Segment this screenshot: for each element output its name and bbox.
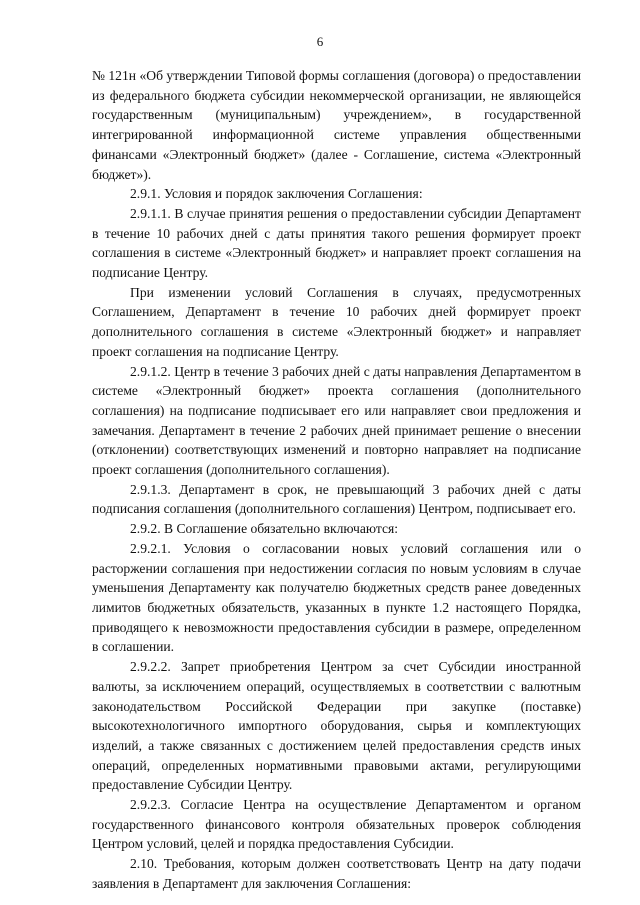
paragraph-2-9-2: 2.9.2. В Соглашение обязательно включаются: bbox=[130, 521, 399, 537]
paragraph-2-9-2-1: 2.9.2.1. Условия о согласовании новых условий соглашения или о расторжении соглашения при недостижении согласия по новым условиям в случае уменьшения Департаменту как получателю бюджетных средств ранее доведенных лимитов бюджетных обязательств, указанных в пункте 1.2 настоящего Порядка, приводящего к невозможности предоставления субсидии в размере, определенном в соглашении. bbox=[92, 540, 581, 655]
paragraph-2-10: 2.10. Требования, которым должен соответствовать Центр на дату подачи заявления в Департамент для заключения Соглашения: bbox=[92, 856, 581, 891]
paragraph-order-continuation: № 121н «Об утверждении Типовой формы соглашения (договора) о предоставлении из федерального бюджета субсидии некоммерческой организации, не являющейся государственным (муниципальным) учреждением», в государственной интегрированной информационной системе управления общественными финансами «Электронный бюджет» (далее - Соглашение, система «Электронный бюджет»). bbox=[92, 68, 581, 182]
paragraph-2-9-2-2: 2.9.2.2. Запрет приобретения Центром за счет Субсидии иностранной валюты, за исключением операций, осуществляемых в соответствии с валютным законодательством Российской Федерации при закупке (поставке) высокотехнологичного импортного оборудования, сырья и комплектующих изделий, а также связанных с достижением целей предоставления средств иных операций, определенных нормативными правовыми актами, регулирующими предоставление Субсидии Центру. bbox=[92, 659, 581, 793]
paragraph-2-9-1-3: 2.9.1.3. Департамент в срок, не превышающий 3 рабочих дней с даты подписания соглашения (дополнительного соглашения) Центром, подписывает его. bbox=[92, 481, 581, 517]
paragraph-agreement-changes: При изменении условий Соглашения в случаях, предусмотренных Соглашением, Департамент в течение 10 рабочих дней формирует проект дополнительного соглашения в системе «Электронный бюджет» и направляет проект соглашения на подписание Центру. bbox=[92, 284, 581, 359]
document-body bbox=[92, 66, 581, 894]
paragraph-2-9-1: 2.9.1. Условия и порядок заключения Соглашения: bbox=[130, 186, 423, 202]
paragraph-2-9-1-1: 2.9.1.1. В случае принятия решения о предоставлении субсидии Департамент в течение 10 рабочих дней с даты принятия такого решения формирует проект соглашения в системе «Электронный бюджет» и направляет проект соглашения на подписание Центру. bbox=[92, 205, 581, 281]
page-number: 6 bbox=[316, 34, 324, 49]
paragraph-2-9-1-2: 2.9.1.2. Центр в течение 3 рабочих дней с даты направления Департаментом в системе «Электронный бюджет» проекта соглашения (дополнительного соглашения) на подписание подписывает его или направляет свои предложения и замечания. Департамент в течение 2 рабочих дней принимает решение о внесении (отклонении) соответствующих изменений и повторно направляет на подписание проект соглашения (дополнительного соглашения). bbox=[92, 363, 581, 478]
paragraph-2-9-2-3: 2.9.2.3. Согласие Центра на осуществление Департаментом и органом государственного финансового контроля обязательных проверок соблюдения Центром условий, целей и порядка предоставления Субсидии. bbox=[92, 797, 581, 852]
